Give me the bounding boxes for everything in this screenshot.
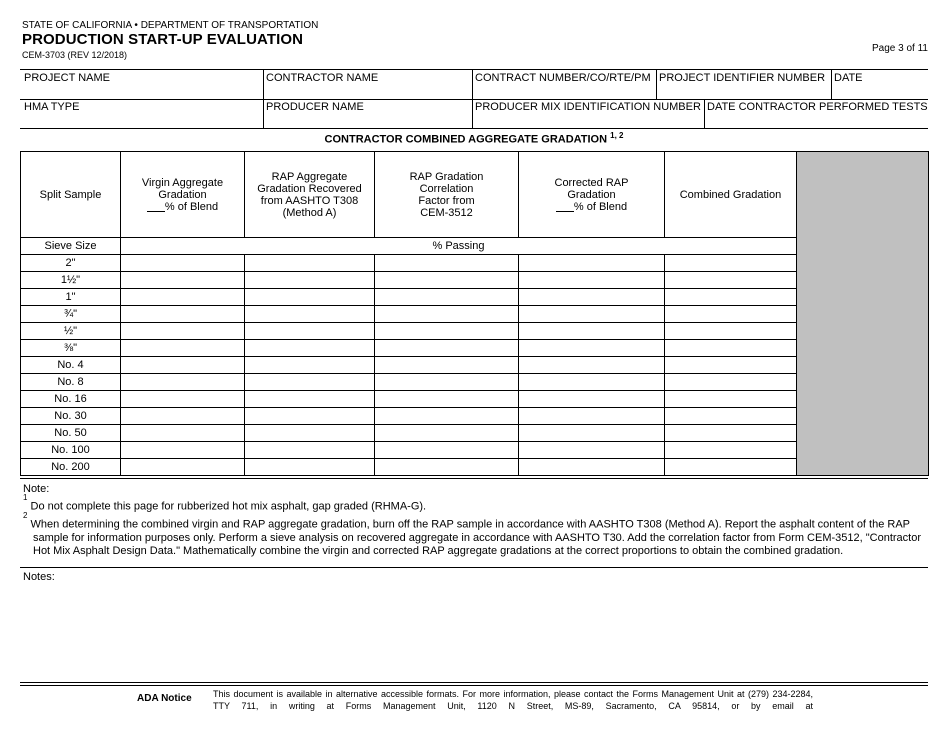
cell-input[interactable]: [665, 391, 797, 408]
table-row: [21, 459, 929, 476]
percent-passing-label: % Passing: [121, 238, 797, 255]
footnote-1-text: Do not complete this page for rubberized hot mix asphalt, gap graded (RHMA-G).: [30, 500, 427, 513]
info-divider: [263, 69, 264, 128]
ada-notice-label: ADA Notice: [137, 693, 192, 704]
shaded-column: [797, 152, 929, 476]
info-grid-top-border: [20, 69, 928, 70]
section-title-text: CONTRACTOR COMBINED AGGREGATE GRADATION: [324, 133, 608, 146]
cell-input[interactable]: [121, 442, 245, 459]
table-row: [21, 391, 929, 408]
date-tests-field[interactable]: DATE CONTRACTOR PERFORMED TESTS: [707, 101, 928, 113]
cell-input[interactable]: [375, 306, 519, 323]
cell-input[interactable]: [375, 323, 519, 340]
table-row: [21, 323, 929, 340]
cell-input[interactable]: [519, 442, 665, 459]
notes-top-border: [20, 478, 928, 479]
cell-input[interactable]: [121, 306, 245, 323]
info-grid-mid-border: [20, 99, 928, 100]
sieve-size-label: Sieve Size: [21, 238, 121, 255]
cell-input[interactable]: [245, 391, 375, 408]
cell-input[interactable]: [245, 323, 375, 340]
cell-input[interactable]: [245, 425, 375, 442]
cell-input[interactable]: [245, 442, 375, 459]
sieve-label: No. 200: [21, 459, 121, 476]
cell-input[interactable]: [121, 340, 245, 357]
sieve-label: 1½": [21, 272, 121, 289]
cell-input[interactable]: [245, 340, 375, 357]
cell-input[interactable]: [519, 255, 665, 272]
ada-notice-line2: TTY 711, in writing at Forms Management Unit, 1120 N Street, MS-89, Sacramento, CA 95814, or by email at: [213, 701, 813, 711]
footnote-1: [23, 493, 427, 514]
cell-input[interactable]: [121, 255, 245, 272]
ada-notice-text: [213, 688, 813, 712]
sieve-label: No. 100: [21, 442, 121, 459]
cell-input[interactable]: [375, 459, 519, 476]
cell-input[interactable]: [665, 340, 797, 357]
table-row: [21, 306, 929, 323]
section-footnote-refs: 1, 2: [610, 131, 624, 140]
cell-input[interactable]: [519, 425, 665, 442]
cell-input[interactable]: [375, 340, 519, 357]
cell-input[interactable]: [665, 272, 797, 289]
cell-input[interactable]: [375, 272, 519, 289]
cell-input[interactable]: [665, 306, 797, 323]
date-field[interactable]: DATE: [834, 72, 863, 84]
cell-input[interactable]: [519, 272, 665, 289]
cell-input[interactable]: [519, 374, 665, 391]
cell-input[interactable]: [665, 408, 797, 425]
cell-input[interactable]: [121, 425, 245, 442]
header-combined-gradation: Combined Gradation: [665, 152, 797, 238]
header-corrected-rap: Corrected RAP Gradation % of Blend: [519, 152, 665, 238]
cell-input[interactable]: [245, 374, 375, 391]
info-divider: [831, 69, 832, 99]
cell-input[interactable]: [121, 408, 245, 425]
table-row: [21, 272, 929, 289]
cell-input[interactable]: [245, 459, 375, 476]
gradation-table: [20, 151, 929, 476]
cell-input[interactable]: [665, 357, 797, 374]
sieve-label: No. 4: [21, 357, 121, 374]
info-divider: [656, 69, 657, 99]
cell-input[interactable]: [245, 289, 375, 306]
form-number: CEM-3703 (REV 12/2018): [22, 50, 128, 60]
cell-input[interactable]: [519, 408, 665, 425]
table-row: [21, 408, 929, 425]
notes-divider: [20, 567, 928, 568]
cell-input[interactable]: [665, 442, 797, 459]
table-row: [21, 255, 929, 272]
footnote-2-text-line2: sample for information purposes only. Perform a sieve analysis on recovered aggregate in accordance with AASHTO T30. Add the correlation factor from Form CEM-3512, "Contractor: [33, 531, 921, 544]
sieve-label: ⅜": [21, 340, 121, 357]
cell-input[interactable]: [375, 425, 519, 442]
cell-input[interactable]: [519, 357, 665, 374]
footnote-2-text-line3: Hot Mix Asphalt Design Data." Mathematically combine the virgin and corrected RAP aggregate gradations at the correct proportions to obtain the combined gradation.: [33, 544, 844, 557]
info-divider: [704, 99, 705, 128]
header-rap-aggregate: RAP Aggregate Gradation Recovered from AASHTO T308 (Method A): [245, 152, 375, 238]
info-grid-bottom-border: [20, 128, 928, 129]
cell-input[interactable]: [121, 357, 245, 374]
header-virgin-aggregate: Virgin Aggregate Gradation % of Blend: [121, 152, 245, 238]
page-number: Page 3 of 11: [872, 43, 928, 54]
sieve-label: No. 50: [21, 425, 121, 442]
footer-second-rule: [20, 685, 928, 686]
cell-input[interactable]: [375, 374, 519, 391]
sieve-label: No. 8: [21, 374, 121, 391]
percent-blend-blank[interactable]: [556, 201, 574, 212]
cell-input[interactable]: [375, 391, 519, 408]
notes-heading[interactable]: Notes:: [23, 571, 55, 583]
footnote-2-text-line1: When determining the combined virgin and RAP aggregate gradation, burn off the RAP sample in accordance with AASHTO T308 (Method A). Report the asphalt content of the RAP: [30, 518, 911, 531]
sieve-label: ½": [21, 323, 121, 340]
cell-input[interactable]: [121, 323, 245, 340]
cell-input[interactable]: [375, 255, 519, 272]
cell-input[interactable]: [519, 306, 665, 323]
sieve-label: No. 30: [21, 408, 121, 425]
contract-number-field[interactable]: CONTRACT NUMBER/CO/RTE/PM: [475, 72, 651, 84]
cell-input[interactable]: [121, 272, 245, 289]
sieve-label: ¾": [21, 306, 121, 323]
cell-input[interactable]: [245, 408, 375, 425]
cell-input[interactable]: [665, 289, 797, 306]
form-title: PRODUCTION START-UP EVALUATION: [22, 31, 304, 48]
cell-input[interactable]: [245, 272, 375, 289]
cell-input[interactable]: [375, 289, 519, 306]
header-rap-correlation: RAP Gradation Correlation Factor from CEM-3512: [375, 152, 519, 238]
cell-input[interactable]: [665, 374, 797, 391]
percent-blend-blank[interactable]: [147, 201, 165, 212]
table-header-row: [21, 152, 929, 238]
footnote-2: [23, 511, 923, 558]
table-row: [21, 442, 929, 459]
sieve-label: 1": [21, 289, 121, 306]
cell-input[interactable]: [245, 306, 375, 323]
cell-input[interactable]: [121, 459, 245, 476]
info-divider: [472, 69, 473, 128]
cell-input[interactable]: [519, 459, 665, 476]
cell-input[interactable]: [375, 408, 519, 425]
cell-input[interactable]: [519, 323, 665, 340]
cell-input[interactable]: [245, 357, 375, 374]
cell-input[interactable]: [665, 255, 797, 272]
cell-input[interactable]: [519, 391, 665, 408]
cell-input[interactable]: [519, 289, 665, 306]
project-identifier-field[interactable]: PROJECT IDENTIFIER NUMBER: [659, 72, 826, 84]
header-split-sample: Split Sample: [21, 152, 121, 238]
note-heading: Note:: [23, 483, 50, 495]
hma-type-field[interactable]: HMA TYPE: [24, 101, 80, 113]
project-name-field[interactable]: PROJECT NAME: [24, 72, 110, 84]
cell-input[interactable]: [121, 289, 245, 306]
footnote-2-number: 2: [23, 511, 28, 520]
producer-name-field[interactable]: PRODUCER NAME: [266, 101, 364, 113]
agency-name: STATE OF CALIFORNIA • DEPARTMENT OF TRANSPORTATION: [22, 20, 319, 31]
cell-input[interactable]: [519, 340, 665, 357]
contractor-name-field[interactable]: CONTRACTOR NAME: [266, 72, 379, 84]
section-title: [20, 131, 928, 146]
cell-input[interactable]: [665, 425, 797, 442]
table-subheader-row: [21, 238, 929, 255]
cell-input[interactable]: [665, 459, 797, 476]
cell-input[interactable]: [121, 374, 245, 391]
table-row: [21, 340, 929, 357]
footnote-1-number: 1: [23, 493, 28, 502]
cell-input[interactable]: [375, 442, 519, 459]
table-row: [21, 425, 929, 442]
sieve-label: No. 16: [21, 391, 121, 408]
cell-input[interactable]: [665, 323, 797, 340]
ada-notice-line1: This document is available in alternative accessible formats. For more information, please contact the Forms Management Unit at (279) 234-2284,: [213, 689, 813, 699]
footer-top-rule: [20, 682, 928, 683]
producer-mix-id-field[interactable]: PRODUCER MIX IDENTIFICATION NUMBER: [475, 101, 701, 113]
table-row: [21, 289, 929, 306]
table-row: [21, 357, 929, 374]
cell-input[interactable]: [245, 255, 375, 272]
table-row: [21, 374, 929, 391]
cell-input[interactable]: [121, 391, 245, 408]
sieve-label: 2": [21, 255, 121, 272]
cell-input[interactable]: [375, 357, 519, 374]
